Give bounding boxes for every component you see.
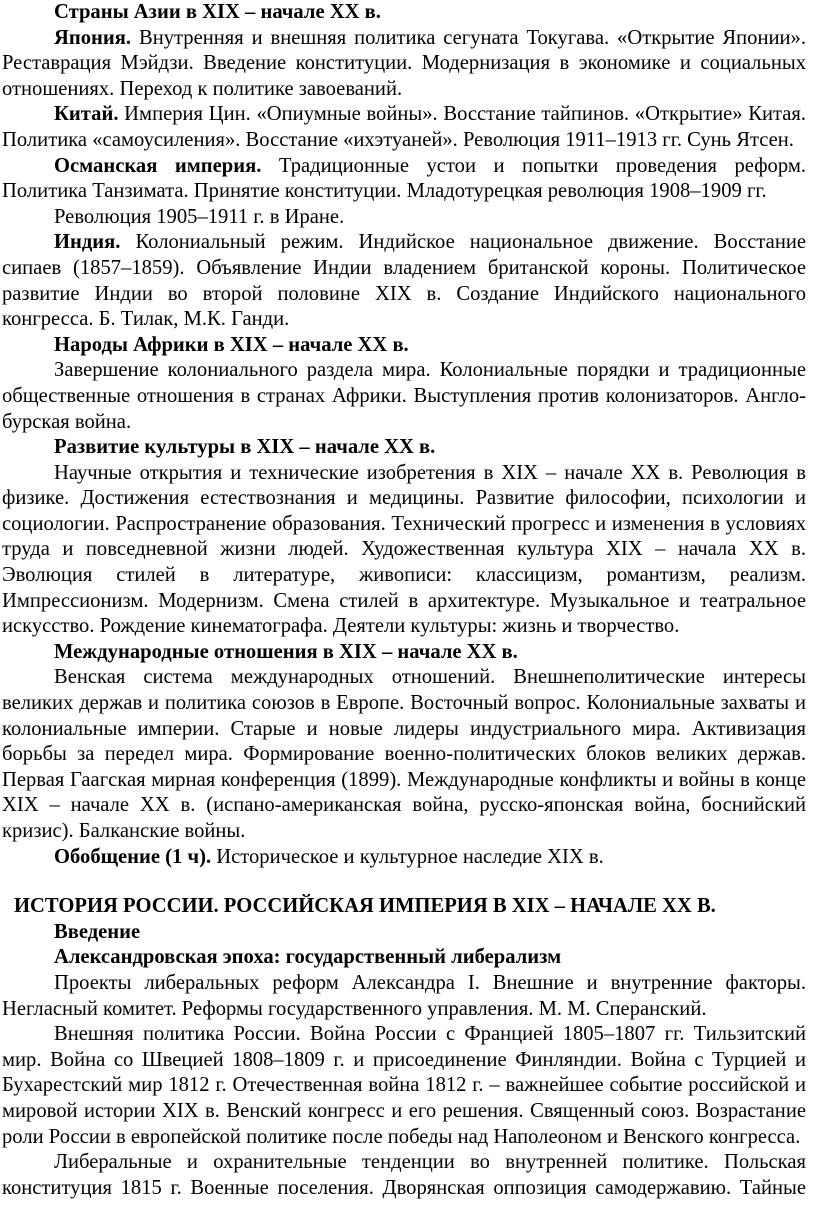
paragraph-china: Китай. Империя Цин. «Опиумные войны». Восстание тайпинов. «Открытие» Китая. Политика «самоусиления». Восстание «ихэтуаней». Революция 1911–1913 гг. Сунь Ятсен. bbox=[2, 103, 806, 151]
label-summary: Обобщение (1 ч). bbox=[54, 845, 212, 868]
paragraph-japan: Япония. Внутренняя и внешняя политика сегуната Токугава. «Открытие Японии». Реставрация Мэйдзи. Введение конституции. Модернизация в экономике и социальных отношениях. Переход к политике завоеваний. bbox=[2, 26, 806, 100]
paragraph-africa: Завершение колониального раздела мира. Колониальные порядки и традиционные общественные отношения в странах Африки. Выступления против колонизаторов. Англо-бурская война. bbox=[2, 359, 806, 433]
chapter-title-russia: ИСТОРИЯ РОССИИ. РОССИЙСКАЯ ИМПЕРИЯ В XIX – НАЧАЛЕ XX В. bbox=[14, 895, 716, 918]
paragraph-russia-reforms: Проекты либеральных реформ Александра I. Внешние и внутренние факторы. Негласный комитет. Реформы государственного управления. М. М. Сперанский. bbox=[2, 971, 806, 1020]
section-heading-international: Международные отношения в XIX – начале XX в. bbox=[54, 640, 518, 663]
label-japan: Япония. bbox=[54, 26, 132, 49]
section-heading-africa: Народы Африки в XIX – начале XX в. bbox=[54, 333, 409, 356]
label-india: Индия. bbox=[54, 231, 121, 254]
label-ottoman: Османская империя. bbox=[54, 154, 262, 177]
paragraph-india: Индия. Колониальный режим. Индийское национальное движение. Восстание сипаев (1857–1859). Объявление Индии владением британской короны. Политическое развитие Индии во второй половине XIX в. Создание Индийского национального конгресса. Б. Тилак, М.К. Ганди. bbox=[2, 231, 806, 331]
section-heading-intro: Введение bbox=[54, 920, 141, 943]
document-body bbox=[2, 0, 806, 1201]
paragraph-summary: Обобщение (1 ч). Историческое и культурное наследие XIX в. bbox=[54, 845, 604, 868]
paragraph-culture: Научные открытия и технические изобретения в XIX – начале XX в. Революция в физике. Достижения естествознания и медицины. Развитие философии, психологии и социологии. Распространение образования. Технический прогресс и изменения в условиях труда и повседневной жизни людей. Художественная культура XIX – начала XX в. Эволюция стилей в литературе, живописи: классицизм, романтизм, реализм. Импрессионизм. Модернизм. Смена стилей в архитектуре. Музыкальное и театральное искусство. Рождение кинематографа. Деятели культуры: жизнь и творчество. bbox=[2, 461, 806, 638]
label-china: Китай. bbox=[54, 103, 119, 126]
section-heading-culture: Развитие культуры в XIX – начале XX в. bbox=[54, 436, 436, 459]
paragraph-international: Венская система международных отношений. Внешнеполитические интересы великих держав и политика союзов в Европе. Восточный вопрос. Колониальные захваты и колониальные империи. Старые и новые лидеры индустриального мира. Активизация борьбы за передел мира. Формирование военно-политических блоков великих держав. Первая Гаагская мирная конференция (1899). Международные конфликты и войны в конце XIX – начале XX в. (испано-американская война, русско-японская война, боснийский кризис). Балканские войны. bbox=[2, 666, 806, 842]
section-heading-asia: Страны Азии в XIX – начале XX в. bbox=[54, 1, 381, 23]
section-heading-alexander-era: Александровская эпоха: государственный либерализм bbox=[54, 946, 562, 969]
paragraph-ottoman: Османская империя. Традиционные устои и попытки проведения реформ. Политика Танзимата. Принятие конституции. Младотурецкая революция 1908–1909 гг. bbox=[2, 154, 806, 203]
paragraph-russia-internal-policy: Либеральные и охранительные тенденции во внутренней политике. Польская конституция 1815 г. Военные поселения. Дворянская оппозиция самодержавию. Тайные bbox=[2, 1151, 806, 1199]
paragraph-russia-foreign-policy: Внешняя политика России. Война России с Францией 1805–1807 гг. Тильзитский мир. Война со Швецией 1808–1809 г. и присоединение Финляндии. Война с Турцией и Бухарестский мир 1812 г. Отечественная война 1812 г. – важнейшее событие российской и мировой истории XIX в. Венский конгресс и его решения. Священный союз. Возрастание роли России в европейской политике после победы над Наполеоном и Венского конгресса. bbox=[2, 1023, 806, 1148]
paragraph-iran: Революция 1905–1911 г. в Иране. bbox=[54, 205, 345, 228]
